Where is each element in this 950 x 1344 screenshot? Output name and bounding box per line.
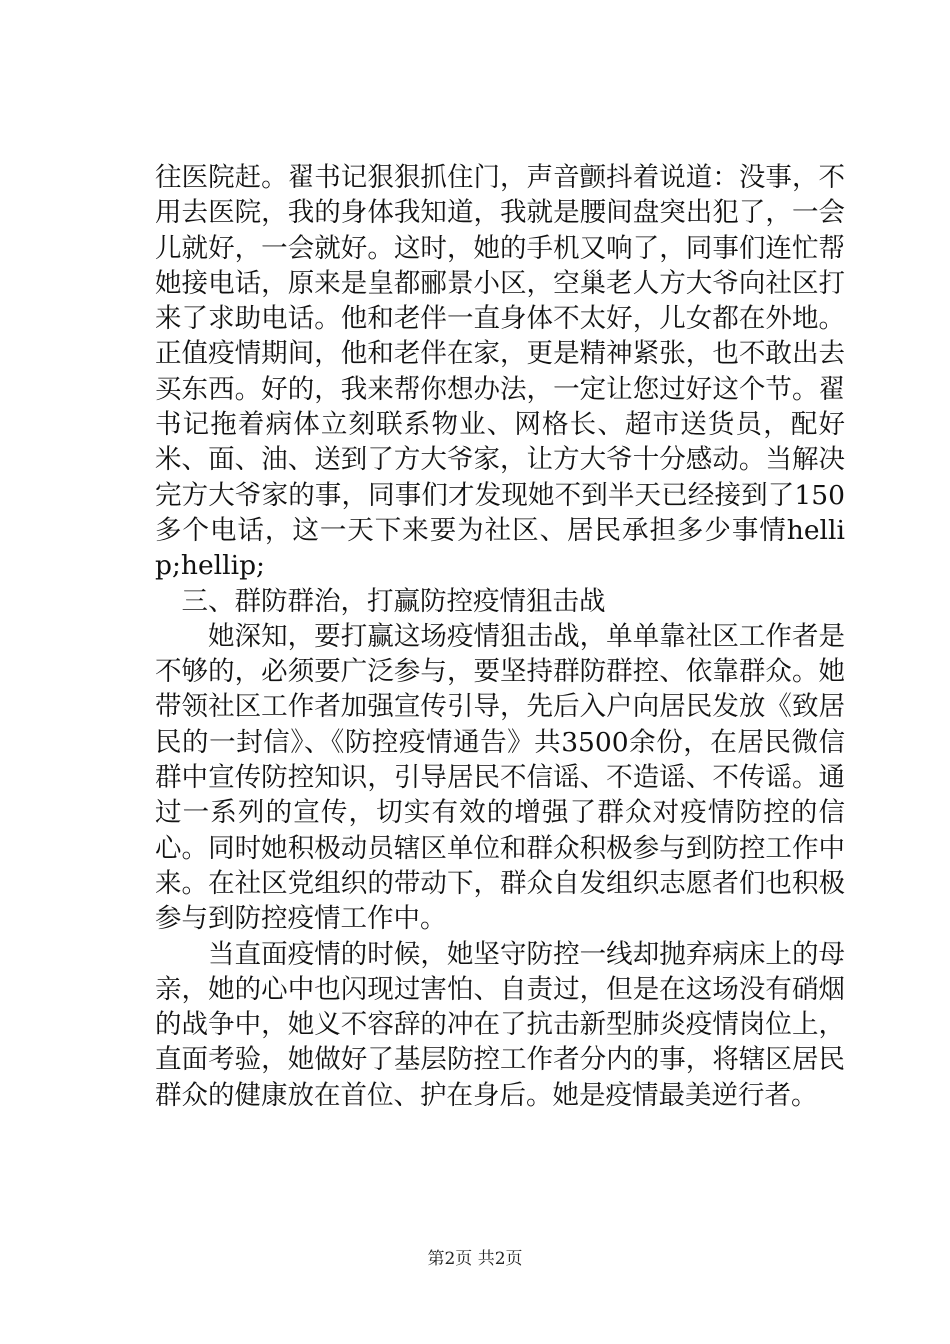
paragraph: 她深知，要打赢这场疫情狙击战，单单靠社区工作者是不够的，必须要广泛参与，要坚持群防群控、依靠群众。她带领社区工作者加强宣传引导，先后入户向居民发放《致居民的一封信》、《防控疫情通告》共3500余份，在居民微信群中宣传防控知识，引导居民不信谣、不造谣、不传谣。通过一系列的宣传，切实有效的增强了群众对疫情防控的信心。同时她积极动员辖区单位和群众积极参与到防控工作中来。在社区党组织的带动下，群众自发组织志愿者们也积极参与到防控疫情工作中。 <box>155 620 845 935</box>
paragraph: 当直面疫情的时候，她坚守防控一线却抛弃病床上的母亲，她的心中也闪现过害怕、自责过，但是在这场没有硝烟的战争中，她义不容辞的冲在了抗击新型肺炎疫情岗位上，直面考验，她做好了基层防控工作者分内的事，将辖区居民群众的健康放在首位、护在身后。她是疫情最美逆行者。 <box>155 938 845 1111</box>
section-heading: 三、群防群治，打赢防控疫情狙击战 <box>181 585 606 617</box>
page-footer: 第2页 共2页 <box>427 1249 523 1269</box>
document-body <box>155 160 845 1113</box>
paragraph-continued: 往医院赶。翟书记狠狠抓住门，声音颤抖着说道：没事，不用去医院，我的身体我知道，我就是腰间盘突出犯了，一会儿就好，一会就好。这时，她的手机又响了，同事们连忙帮她接电话，原来是皇都郦景小区，空巢老人方大爷向社区打来了求助电话。他和老伴一直身体不太好，儿女都在外地。正值疫情期间，他和老伴在家，更是精神紧张，也不敢出去买东西。好的，我来帮你想办法，一定让您过好这个节。翟书记拖着病体立刻联系物业、网格长、超市送货员，配好米、面、油、送到了方大爷家，让方大爷十分感动。当解决完方大爷家的事，同事们才发现她不到半天已经接到了150多个电话，这一天下来要为社区、居民承担多少事情hellip;hellip; <box>155 162 845 582</box>
